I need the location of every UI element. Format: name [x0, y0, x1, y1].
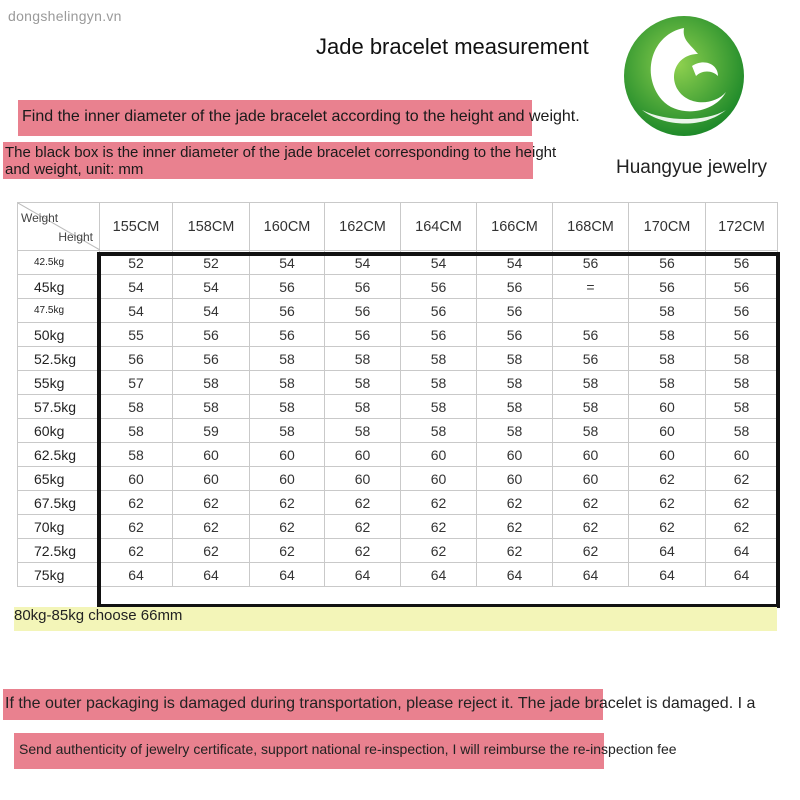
diameter-cell: 54: [173, 299, 250, 323]
diameter-cell: 64: [553, 563, 629, 587]
diameter-cell: 60: [173, 443, 250, 467]
diameter-cell: 62: [250, 491, 325, 515]
diameter-cell: 60: [629, 395, 706, 419]
corner-height-label: Height: [58, 230, 93, 244]
weight-label: 67.5kg: [18, 491, 100, 515]
diameter-cell: 64: [401, 563, 477, 587]
weight-label: 55kg: [18, 371, 100, 395]
diameter-cell: 56: [553, 347, 629, 371]
diameter-cell: 58: [250, 371, 325, 395]
table-corner: [18, 203, 100, 251]
green-swirl-logo-icon: [622, 14, 746, 138]
weight-label: 57.5kg: [18, 395, 100, 419]
diameter-cell: 62: [173, 491, 250, 515]
weight-label: 65kg: [18, 467, 100, 491]
diameter-cell: 54: [100, 275, 173, 299]
instruction-1: Find the inner diameter of the jade bracelet according to the height and weight.: [22, 108, 580, 125]
diameter-cell: 56: [477, 275, 553, 299]
diameter-cell: 60: [477, 467, 553, 491]
diameter-cell: 56: [553, 323, 629, 347]
diameter-cell: 64: [706, 563, 778, 587]
diameter-cell: 58: [629, 323, 706, 347]
diameter-cell: 64: [250, 563, 325, 587]
diameter-cell: 62: [173, 515, 250, 539]
diameter-cell: 62: [706, 491, 778, 515]
diameter-cell: 58: [629, 299, 706, 323]
shipping-warning: If the outer packaging is damaged during transportation, please reject it. The jade bracelet is damaged. I a: [5, 695, 756, 712]
height-header: 172CM: [706, 203, 778, 251]
diameter-cell: 58: [553, 371, 629, 395]
diameter-cell: 59: [173, 419, 250, 443]
diameter-cell: 60: [629, 443, 706, 467]
diameter-cell: 62: [706, 515, 778, 539]
diameter-cell: 62: [553, 515, 629, 539]
weight-label: 50kg: [18, 323, 100, 347]
diameter-cell: 62: [629, 491, 706, 515]
diameter-cell: 58: [100, 443, 173, 467]
black-box-frame: [97, 252, 780, 608]
diameter-cell: 58: [553, 419, 629, 443]
diameter-cell: 62: [250, 515, 325, 539]
diameter-cell: 62: [100, 515, 173, 539]
diameter-cell: 58: [250, 395, 325, 419]
diameter-cell: 56: [325, 299, 401, 323]
diameter-cell: 58: [250, 347, 325, 371]
diameter-cell: 62: [553, 491, 629, 515]
diameter-cell: 64: [706, 539, 778, 563]
weight-label: 60kg: [18, 419, 100, 443]
instruction-2: The black box is the inner diameter of the jade bracelet corresponding to the height and weight, unit: mm: [5, 144, 557, 178]
diameter-cell: 62: [401, 515, 477, 539]
diameter-cell: 56: [325, 275, 401, 299]
diameter-cell: 58: [629, 347, 706, 371]
diameter-cell: 56: [629, 251, 706, 275]
diameter-cell: 62: [100, 491, 173, 515]
diameter-cell: 58: [250, 419, 325, 443]
diameter-cell: 62: [250, 539, 325, 563]
weight-label: 45kg: [18, 275, 100, 299]
diameter-cell: 62: [401, 539, 477, 563]
diameter-cell: 60: [629, 419, 706, 443]
diameter-cell: 62: [401, 491, 477, 515]
corner-weight-label: Weight: [21, 211, 59, 225]
weight-label: 62.5kg: [18, 443, 100, 467]
diameter-cell: 60: [173, 467, 250, 491]
diameter-cell: 56: [325, 323, 401, 347]
diameter-cell: 60: [553, 443, 629, 467]
diameter-cell: 60: [325, 443, 401, 467]
diameter-cell: 62: [629, 515, 706, 539]
diameter-cell: 60: [401, 443, 477, 467]
diameter-cell: 56: [477, 299, 553, 323]
diameter-cell: 58: [100, 395, 173, 419]
diameter-cell: 58: [553, 395, 629, 419]
diameter-cell: 54: [173, 275, 250, 299]
weight-label: 70kg: [18, 515, 100, 539]
height-header: 162CM: [325, 203, 401, 251]
diameter-cell: 62: [325, 491, 401, 515]
diameter-cell: 58: [325, 419, 401, 443]
watermark: dongshelingyn.vn: [8, 8, 122, 24]
brand-name: Huangyue jewelry: [616, 157, 768, 178]
diameter-cell: =: [553, 275, 629, 299]
diameter-cell: 56: [706, 323, 778, 347]
height-header: 160CM: [250, 203, 325, 251]
diameter-cell: 56: [173, 323, 250, 347]
diameter-cell: 60: [325, 467, 401, 491]
diameter-cell: 58: [629, 371, 706, 395]
diameter-cell: 58: [477, 419, 553, 443]
diameter-cell: 62: [100, 539, 173, 563]
diameter-cell: 54: [100, 299, 173, 323]
diameter-cell: 58: [325, 347, 401, 371]
diameter-cell: 54: [401, 251, 477, 275]
weight-label: 75kg: [18, 563, 100, 587]
diameter-cell: 60: [477, 443, 553, 467]
page-title: Jade bracelet measurement: [316, 34, 589, 59]
diameter-cell: 52: [100, 251, 173, 275]
diameter-cell: 56: [477, 323, 553, 347]
height-header: 170CM: [629, 203, 706, 251]
diameter-cell: 52: [173, 251, 250, 275]
diameter-cell: 62: [629, 467, 706, 491]
diameter-cell: 56: [250, 275, 325, 299]
diameter-cell: 56: [250, 323, 325, 347]
diameter-cell: 54: [477, 251, 553, 275]
diameter-cell: 58: [325, 371, 401, 395]
diameter-cell: 56: [553, 251, 629, 275]
height-header: 164CM: [401, 203, 477, 251]
diameter-cell: 60: [100, 467, 173, 491]
diameter-cell: 60: [401, 467, 477, 491]
diameter-cell: 62: [477, 539, 553, 563]
diameter-cell: 62: [325, 515, 401, 539]
diameter-cell: 56: [706, 299, 778, 323]
diameter-cell: 58: [477, 347, 553, 371]
diameter-cell: 56: [706, 275, 778, 299]
diameter-cell: 62: [325, 539, 401, 563]
diameter-cell: 58: [173, 371, 250, 395]
weight-label: 42.5kg: [18, 251, 100, 275]
diameter-cell: 56: [706, 251, 778, 275]
diameter-cell: 62: [706, 467, 778, 491]
diameter-cell: 58: [477, 371, 553, 395]
diameter-cell: 58: [477, 395, 553, 419]
diameter-cell: 56: [401, 299, 477, 323]
diameter-cell: 60: [706, 443, 778, 467]
diameter-cell: 55: [100, 323, 173, 347]
diameter-cell: 62: [173, 539, 250, 563]
diameter-cell: 58: [401, 395, 477, 419]
diameter-cell: 54: [325, 251, 401, 275]
diameter-cell: 60: [250, 443, 325, 467]
weight-label: 47.5kg: [18, 299, 100, 323]
height-header: 168CM: [553, 203, 629, 251]
height-header: 158CM: [173, 203, 250, 251]
diameter-cell: 58: [173, 395, 250, 419]
diameter-cell: 58: [325, 395, 401, 419]
diameter-cell: 64: [100, 563, 173, 587]
diameter-cell: 58: [706, 419, 778, 443]
diameter-cell: 62: [477, 491, 553, 515]
diameter-cell: 58: [100, 419, 173, 443]
diameter-cell: 58: [706, 347, 778, 371]
diameter-cell: 58: [401, 419, 477, 443]
table-header-row: [18, 203, 778, 251]
diameter-cell: 62: [477, 515, 553, 539]
weight-label: 72.5kg: [18, 539, 100, 563]
diameter-cell: 64: [173, 563, 250, 587]
diameter-cell: 56: [629, 275, 706, 299]
weight-label: 52.5kg: [18, 347, 100, 371]
diameter-cell: 60: [250, 467, 325, 491]
diameter-cell: 56: [401, 275, 477, 299]
height-header: 166CM: [477, 203, 553, 251]
diameter-cell: 56: [250, 299, 325, 323]
diameter-cell: 60: [553, 467, 629, 491]
diameter-cell: 64: [629, 563, 706, 587]
diameter-cell: 58: [706, 371, 778, 395]
diameter-cell: 58: [401, 347, 477, 371]
diameter-cell: 58: [706, 395, 778, 419]
diameter-cell: 58: [401, 371, 477, 395]
height-header: 155CM: [100, 203, 173, 251]
diameter-cell: 64: [325, 563, 401, 587]
diameter-cell: 64: [629, 539, 706, 563]
certificate-note: Send authenticity of jewelry certificate, support national re-inspection, I will reimburse the re-inspection fee: [19, 741, 677, 757]
diameter-cell: 62: [553, 539, 629, 563]
diameter-cell: 54: [250, 251, 325, 275]
note-80-85kg: 80kg-85kg choose 66mm: [14, 607, 183, 624]
diameter-cell: 56: [173, 347, 250, 371]
diameter-cell: 56: [100, 347, 173, 371]
diameter-cell: 57: [100, 371, 173, 395]
diameter-cell: 64: [477, 563, 553, 587]
diameter-cell: 56: [401, 323, 477, 347]
